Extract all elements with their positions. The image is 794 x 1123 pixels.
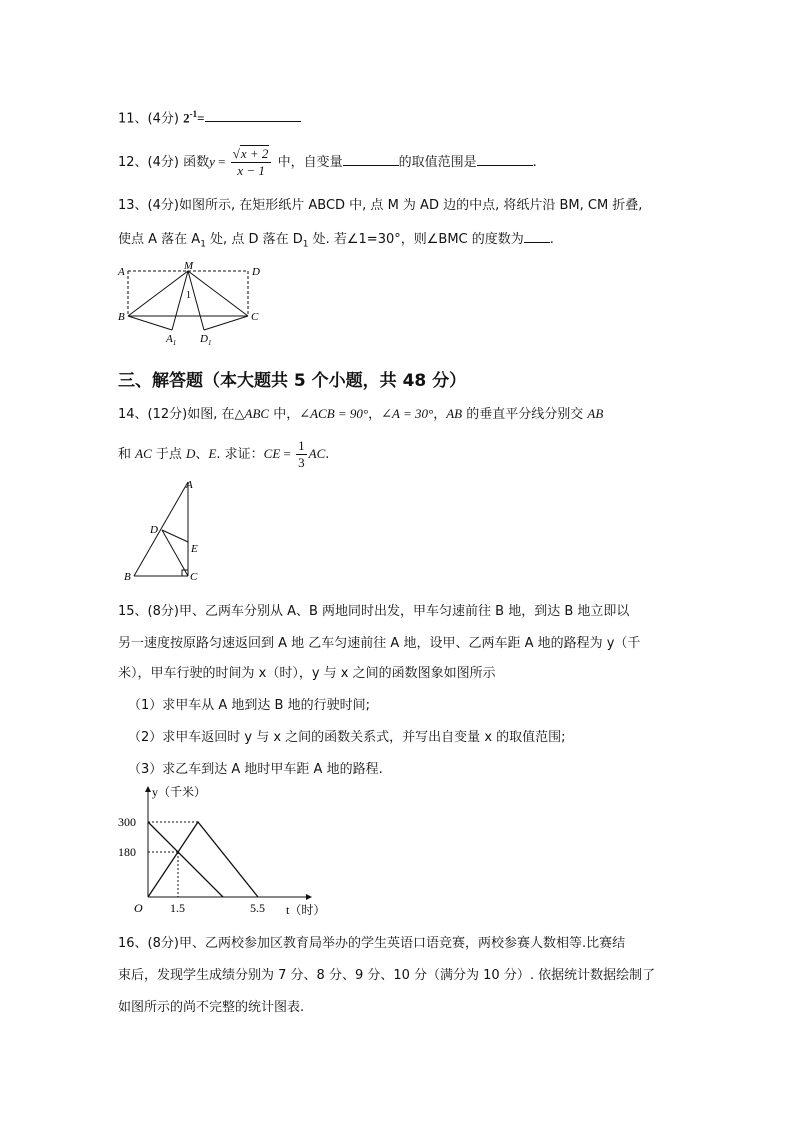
x-axis-label: t（时） — [286, 903, 326, 917]
question-text: . 求证： — [216, 447, 264, 462]
label-a1: $A_1$ — [166, 333, 177, 347]
question-number: 11、 — [118, 111, 148, 127]
sqrt-icon: √ — [232, 146, 240, 161]
segment-ac: AC — [308, 446, 326, 461]
x-axis-arrow-icon — [306, 894, 312, 900]
question-number: 13、 — [118, 198, 148, 213]
question-number: 14、 — [118, 407, 148, 422]
label-a: A — [118, 266, 125, 278]
y-tick-label: 300 — [118, 815, 136, 829]
question-13-line-1 — [118, 196, 642, 216]
segment-ab: AB — [446, 406, 463, 421]
question-end: . — [325, 447, 330, 462]
question-number: 16、 — [118, 936, 148, 951]
answer-blank-variable[interactable] — [343, 151, 399, 166]
question-text: 的取值范围是 — [398, 155, 477, 170]
angle-acb: ∠ACB = 90° — [299, 406, 369, 421]
series-line-2 — [148, 822, 223, 897]
label-c: C — [251, 311, 259, 323]
rectangle-fold-figure — [112, 262, 272, 352]
equals: = — [280, 446, 295, 461]
radicand: x + 2 — [240, 146, 269, 161]
question-text: 如图所示, 在矩形纸片 ABCD 中, 点 M 为 AD 边的中点, 将纸片沿 BM, CM 折叠, — [178, 198, 643, 213]
x-tick-label: 1.5 — [170, 901, 185, 915]
question-text: 、 — [195, 447, 209, 462]
question-text: ， — [368, 407, 382, 422]
question-text: 和 — [118, 447, 136, 462]
question-text: 中，自变量 — [277, 155, 343, 170]
question-number: 15、 — [118, 604, 148, 619]
question-16-line-1 — [118, 934, 625, 954]
point-e: E — [208, 446, 217, 461]
question-end: . — [532, 155, 537, 170]
question-14-line-2 — [118, 438, 329, 471]
series-line-1 — [148, 822, 258, 897]
function-fraction — [231, 146, 272, 179]
question-score: (8分) — [147, 936, 179, 951]
label-c: C — [190, 571, 198, 583]
y-axis-label: y（千米） — [152, 785, 207, 799]
label-angle-1: 1 — [186, 290, 191, 301]
label-a: A — [186, 479, 193, 491]
label-d: D — [252, 266, 260, 278]
fold-cm — [188, 271, 248, 316]
triangle-figure — [120, 478, 220, 588]
label-m: M — [184, 260, 194, 272]
question-text: 处. 若∠1=30°，则∠BMC 的度数为 — [308, 232, 524, 247]
answer-blank[interactable] — [205, 107, 301, 122]
function-y: y — [209, 154, 215, 169]
segment-ab: AB — [587, 406, 604, 421]
question-text: 于点 — [151, 447, 187, 462]
section-heading: 三、解答题（本大题共 5 个小题，共 48 分） — [118, 371, 467, 391]
function-equals: = — [214, 154, 229, 169]
question-text: ， — [433, 407, 447, 422]
x-tick-label: 5.5 — [250, 901, 265, 915]
segment-ac: AC — [135, 446, 152, 461]
edge-ba1 — [128, 316, 172, 330]
question-end: . — [549, 232, 554, 247]
expression-base: 2 — [183, 110, 190, 126]
question-15-part-1: （1）求甲车从 A 地到达 B 地的行驶时间; — [128, 698, 370, 713]
question-text: 的垂直平分线分别交 — [462, 407, 588, 422]
question-15-line-1 — [118, 602, 629, 622]
function-prefix: 函数 — [183, 155, 210, 170]
answer-blank[interactable] — [524, 228, 550, 243]
question-16-line-2: 束后，发现学生成绩分别为 7 分、8 分、9 分、10 分（满分为 10 分）. 依据统计数据绘制了 — [118, 968, 656, 983]
angle-a: ∠A = 30° — [381, 406, 434, 421]
question-score: (4分) — [147, 111, 179, 127]
question-13-line-2 — [118, 228, 554, 255]
fold-bm — [128, 271, 188, 316]
question-16-line-3: 如图所示的尚不完整的统计图表. — [118, 1000, 305, 1015]
answer-blank-range[interactable] — [477, 151, 533, 166]
question-score: (8分) — [147, 604, 179, 619]
question-text: 中， — [269, 407, 300, 422]
point-d: D — [186, 446, 196, 461]
question-text: 处, 点 D 落在 D — [205, 232, 303, 247]
label-d: D — [150, 524, 158, 536]
label-d1: $D_1$ — [200, 333, 212, 347]
label-b: B — [118, 311, 125, 323]
question-score: (12分) — [147, 407, 188, 422]
question-15-line-2: 另一速度按原路匀速返回到 A 地 乙车匀速前往 A 地，设甲、乙两车距 A 地的路程为 y（千 — [118, 636, 641, 651]
segment-dc — [162, 530, 188, 576]
subscript: 1 — [200, 239, 206, 250]
triangle-abc: △ABC — [234, 406, 270, 421]
question-score: (4分) — [147, 198, 179, 213]
question-15-line-3: 米），甲车行驶的时间为 x（时），y 与 x 之间的函数图象如图所示 — [118, 666, 496, 681]
denominator: x − 1 — [237, 163, 265, 178]
question-11 — [118, 104, 301, 129]
edge-cd1 — [204, 316, 248, 330]
distance-time-chart — [110, 784, 340, 924]
y-tick-label: 180 — [118, 845, 136, 859]
question-text: 使点 A 落在 A — [118, 232, 201, 247]
question-14-line-1 — [118, 404, 603, 425]
question-number: 12、 — [118, 155, 148, 170]
question-score: (4分) — [147, 155, 179, 170]
label-e: E — [191, 543, 198, 555]
y-axis-arrow-icon — [145, 786, 151, 792]
question-15-part-3: （3）求乙车到达 A 地时甲车距 A 地的路程. — [128, 762, 383, 777]
fraction-one-third: $\frac{1}{3}$ — [298, 438, 305, 470]
question-text: 甲、乙两校参加区教育局举办的学生英语口语竞赛，两校参赛人数相等.比赛结 — [178, 936, 626, 951]
question-text: 甲、乙两车分别从 A、B 两地同时出发，甲车匀速前往 B 地，到达 B 地立即以 — [178, 604, 630, 619]
expression-exponent: -1 — [189, 109, 198, 119]
question-15-part-2: （2）求甲车返回时 y 与 x 之间的函数关系式，并写出自变量 x 的取值范围; — [128, 730, 566, 745]
segment-ce: CE — [263, 446, 281, 461]
question-12 — [118, 146, 537, 179]
expression-equals: = — [197, 110, 205, 126]
label-b: B — [124, 571, 131, 583]
origin-label: O — [134, 901, 143, 915]
subscript: 1 — [302, 239, 309, 250]
question-text: 如图, 在 — [187, 407, 235, 422]
